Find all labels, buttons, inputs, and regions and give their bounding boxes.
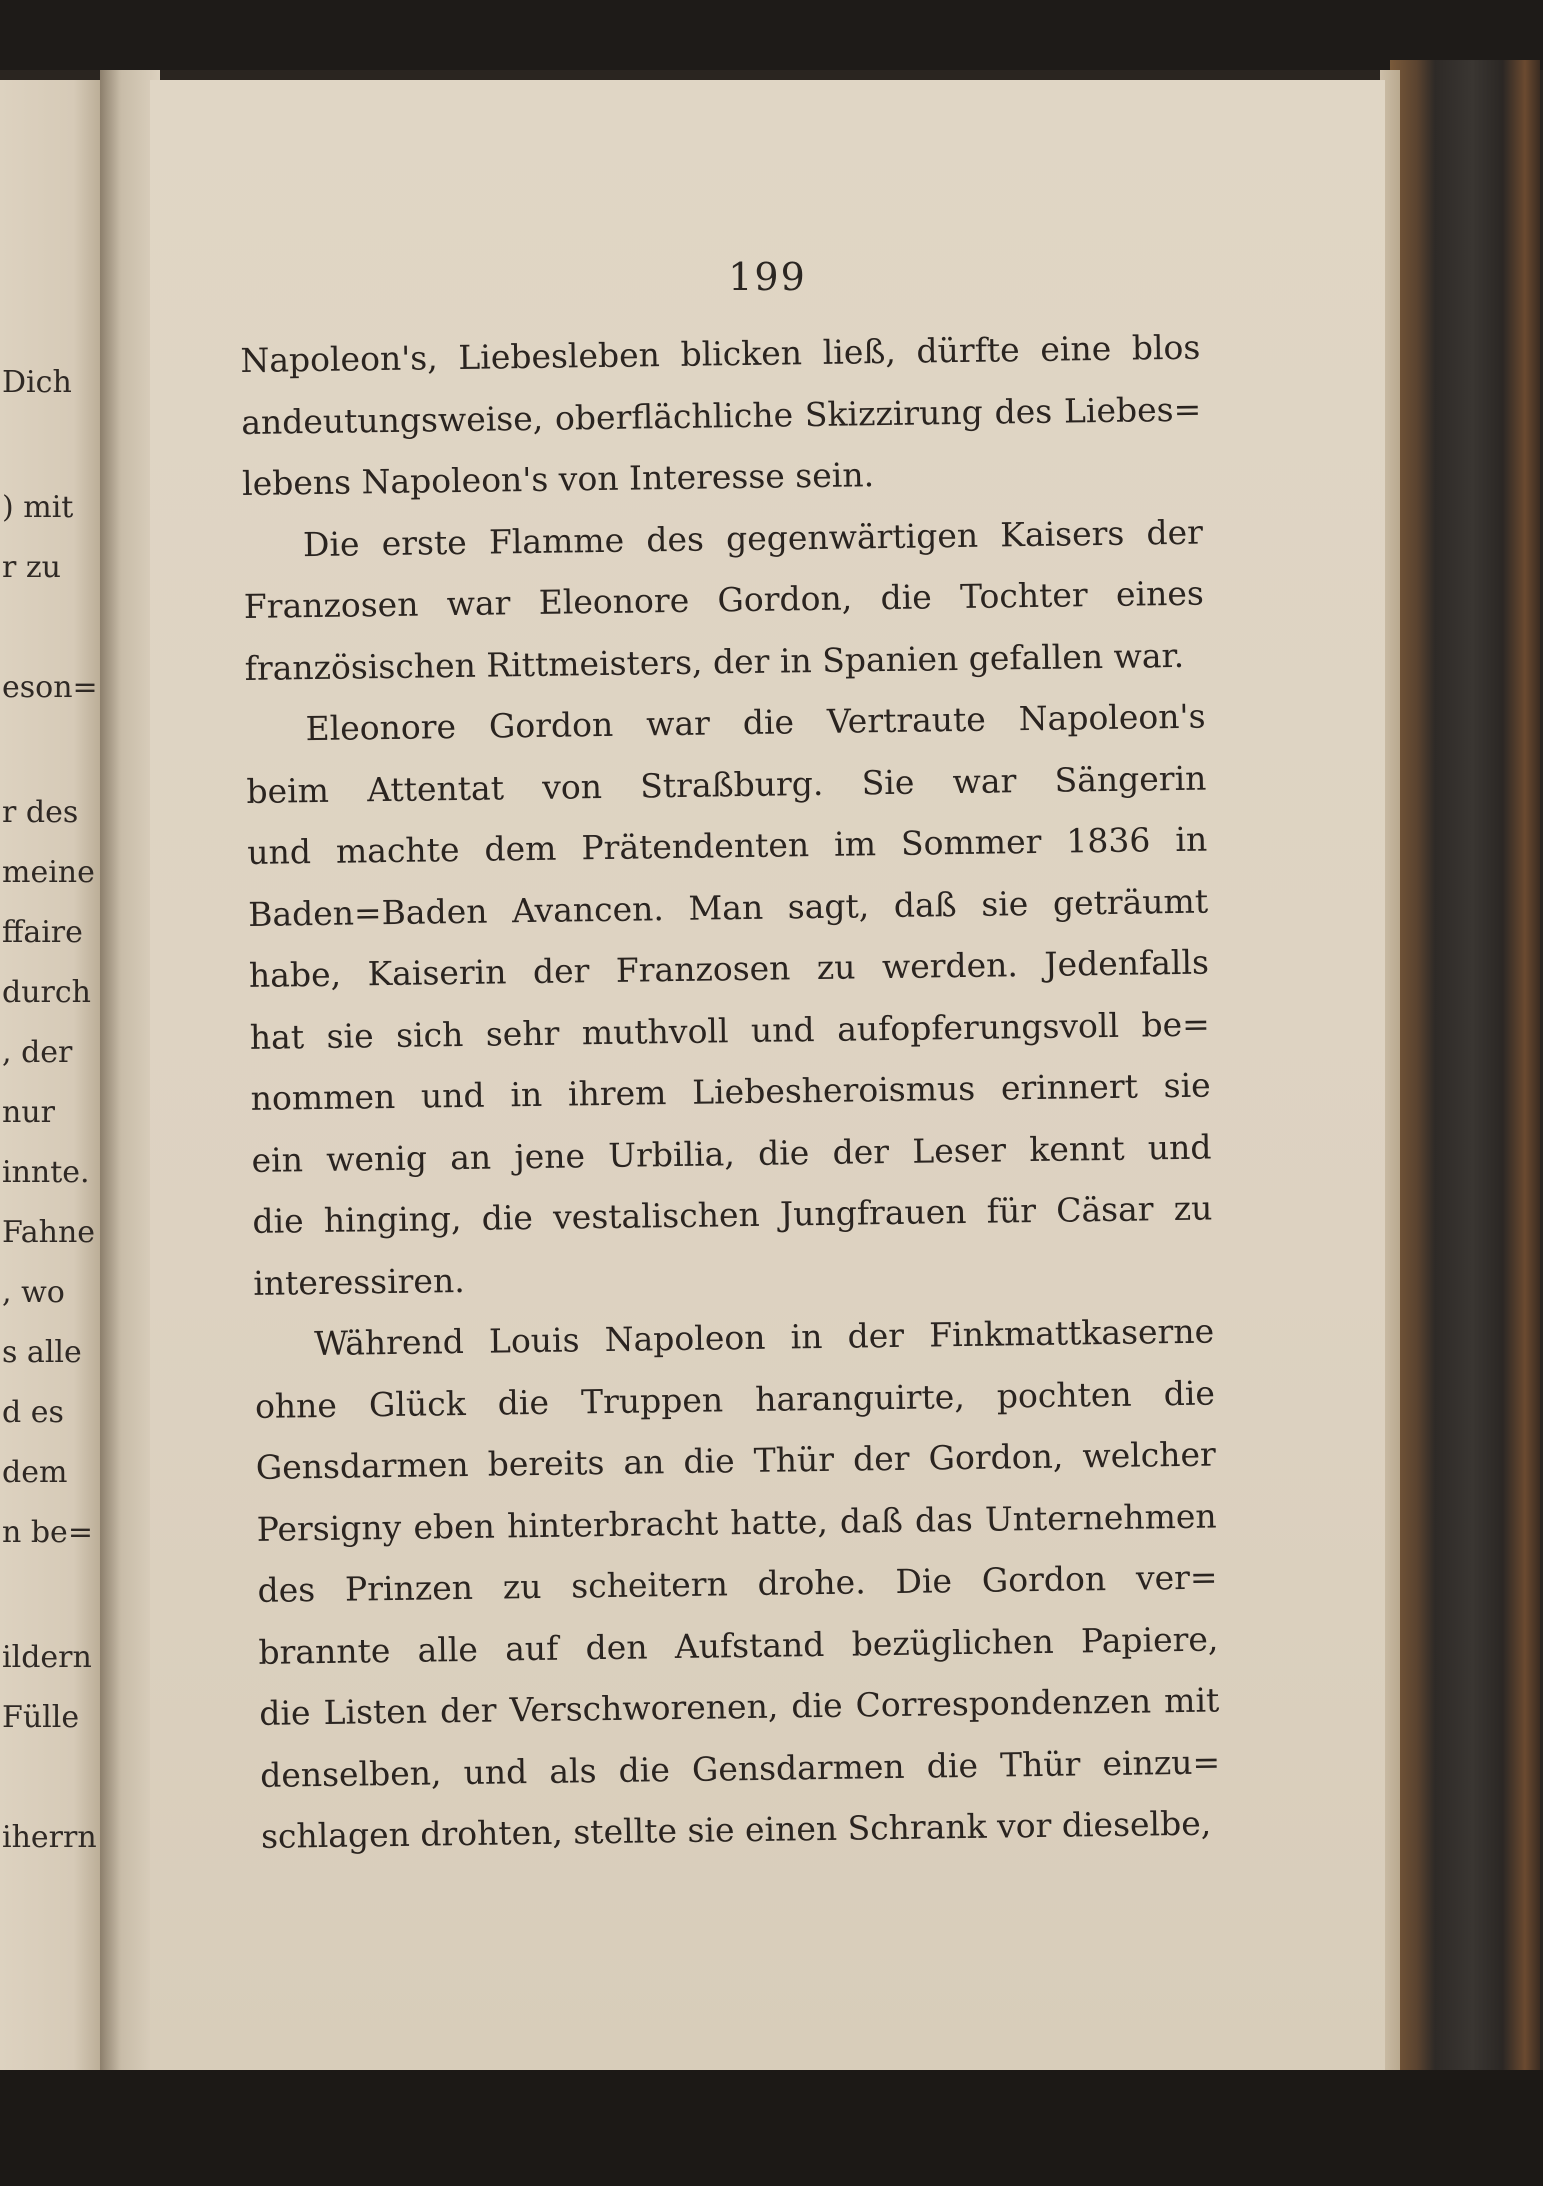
left-page-text-fragment: r zu — [2, 550, 62, 585]
page-number: 199 — [728, 255, 807, 299]
left-page-text-fragment: durch — [2, 975, 91, 1010]
cover-bottom — [0, 2070, 1543, 2186]
text-line: Eleonore Gordon war die Vertraute Napoleon's — [305, 696, 1206, 749]
right-page — [150, 80, 1385, 2070]
left-page-text-fragment: , wo — [2, 1275, 65, 1310]
left-page-text-fragment: Fülle — [2, 1700, 80, 1735]
left-page-text-fragment: ildern — [2, 1640, 92, 1675]
left-page-text-fragment: s alle — [2, 1335, 82, 1370]
text-line: Franzosen war Eleonore Gordon, die Tochter eines — [243, 573, 1205, 626]
text-line: habe, Kaiserin der Franzosen zu werden. Jedenfalls — [248, 942, 1210, 995]
left-page-text-fragment: d es — [2, 1395, 64, 1430]
cover-top — [0, 0, 1543, 70]
left-page-text-fragment: ) mit — [2, 490, 74, 525]
text-line: beim Attentat von Straßburg. Sie war Sängerin — [246, 758, 1207, 811]
text-line: brannte alle auf den Aufstand bezüglichen Papiere, — [258, 1618, 1219, 1672]
left-page-text-fragment: Dich — [2, 365, 72, 400]
left-page-text-fragment: iherrn — [2, 1820, 97, 1855]
left-page-text-fragment: nur — [2, 1095, 55, 1130]
text-line: andeutungsweise, oberflächliche Skizzirung des Liebes= — [241, 389, 1202, 442]
left-page-text-fragment: n be= — [2, 1515, 93, 1550]
text-line: nommen und in ihrem Liebesheroismus erinnert sie — [250, 1065, 1211, 1118]
text-line: denselben, und als die Gensdarmen die Thür einzu= — [259, 1741, 1221, 1795]
book-cover-edge — [1390, 60, 1540, 2090]
text-line: lebens Napoleon's von Interesse sein. — [241, 455, 875, 503]
text-line: Gensdarmen bereits an die Thür der Gordon, welcher — [255, 1434, 1217, 1487]
left-page-text-fragment: , der — [2, 1035, 73, 1070]
text-line: Während Louis Napoleon in der Finkmattkaserne — [313, 1311, 1215, 1364]
left-page-text-fragment: meine — [2, 855, 95, 890]
text-line: französischen Rittmeisters, der in Spanien gefallen war. — [244, 635, 1185, 688]
left-page-text-fragment: dem — [2, 1455, 68, 1490]
text-line: ein wenig an jene Urbilia, die der Leser kennt und — [251, 1127, 1212, 1180]
left-page-text-fragment: ffaire — [2, 915, 83, 950]
text-line: die Listen der Verschworenen, die Correspondenzen mit — [259, 1680, 1220, 1733]
text-line: und machte dem Prätendenten im Sommer 1836 in — [247, 819, 1208, 872]
text-line: Persigny eben hinterbracht hatte, daß das Unternehmen — [256, 1495, 1217, 1549]
left-page-text-fragment: r des — [2, 795, 79, 830]
text-line: die hinging, die vestalischen Jungfrauen für Cäsar zu — [252, 1188, 1213, 1241]
body-text — [240, 317, 1221, 1868]
text-line: hat sie sich sehr muthvoll und aufopferungsvoll be= — [249, 1004, 1211, 1057]
text-line: ohne Glück die Truppen haranguirte, pochten die — [254, 1372, 1216, 1426]
left-page-text-fragment: innte. — [2, 1155, 90, 1190]
text-line: Die erste Flamme des gegenwärtigen Kaisers der — [302, 512, 1204, 564]
left-page-text-fragment: eson= — [2, 670, 98, 705]
text-line: des Prinzen zu scheitern drohe. Die Gordon ver= — [257, 1557, 1218, 1610]
left-page-text-fragment: Fahne — [2, 1215, 96, 1250]
text-line: Baden=Baden Avancen. Man sagt, daß sie geträumt — [247, 881, 1209, 934]
text-line: schlagen drohten, stellte sie einen Schrank vor dieselbe, — [260, 1803, 1212, 1856]
text-line: Napoleon's, Liebesleben blicken ließ, dürfte eine blos — [240, 327, 1201, 380]
text-line: interessiren. — [253, 1260, 465, 1303]
